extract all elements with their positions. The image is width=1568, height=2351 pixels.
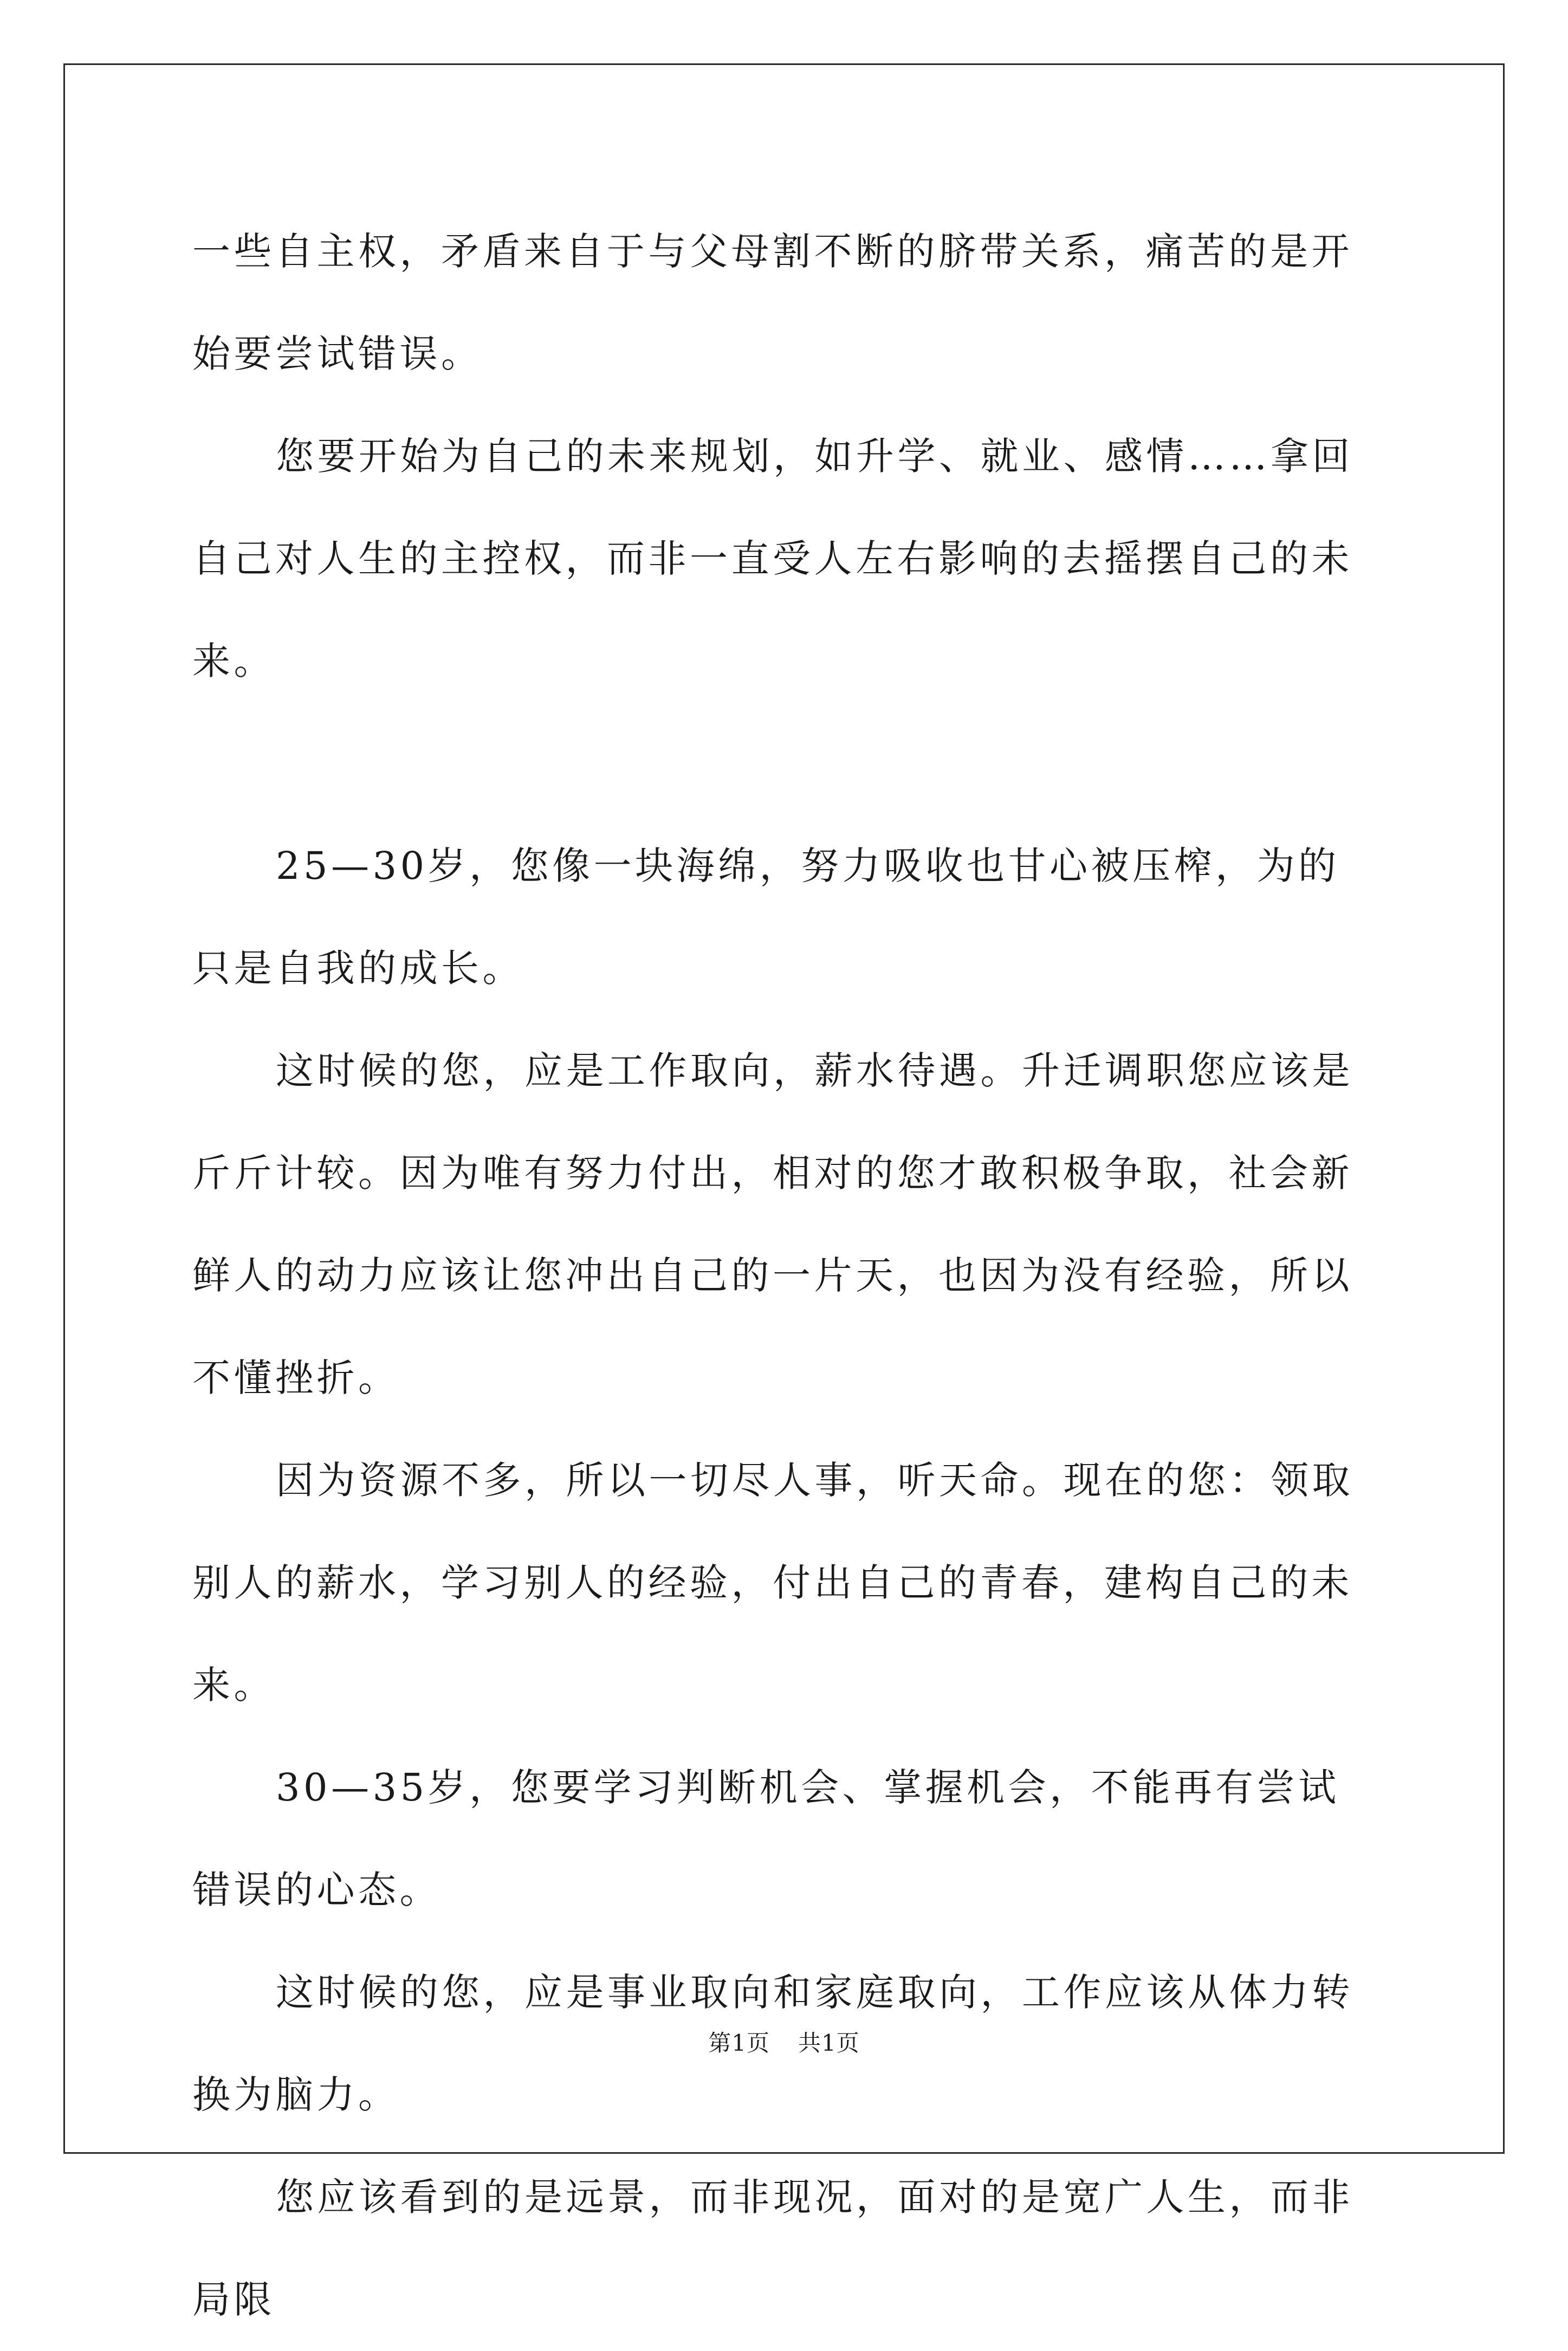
paragraph-spacer [192, 713, 1379, 815]
page-number-total: 共1页 [798, 2030, 860, 2056]
paragraph: 这时候的您，应是工作取向，薪水待遇。升迁调职您应该是斤斤计较。因为唯有努力付出，相对的您才敢积极争取，社会新鲜人的动力应该让您冲出自己的一片天，也因为没有经验，所以不懂挫折。 [192, 1048, 1353, 1400]
paragraph: 您要开始为自己的未来规划，如升学、就业、感情……拿回自己对人生的主控权，而非一直受人左右影响的去摇摆自己的未来。 [192, 434, 1353, 683]
paragraph: 您应该看到的是远景，而非现况，面对的是宽广人生，而非局限 [192, 2175, 1353, 2322]
paragraph: 30—35岁，您要学习判断机会、掌握机会，不能再有尝试错误的心态。 [192, 1765, 1340, 1912]
paragraph: 因为资源不多，所以一切尽人事，听天命。现在的您：领取别人的薪水，学习别人的经验，付出自己的青春，建构自己的未来。 [192, 1458, 1353, 1707]
paragraph: 25—30岁，您像一块海绵，努力吸收也甘心被压榨，为的只是自我的成长。 [192, 844, 1340, 990]
page-footer [0, 2025, 1568, 2058]
paragraph: 这时候的您，应是事业取向和家庭取向，工作应该从体力转换为脑力。 [192, 1970, 1353, 2117]
paragraph: 一些自主权，矛盾来自于与父母割不断的脐带关系，痛苦的是开始要尝试错误。 [192, 229, 1353, 376]
page-number-current: 第1页 [708, 2030, 770, 2056]
